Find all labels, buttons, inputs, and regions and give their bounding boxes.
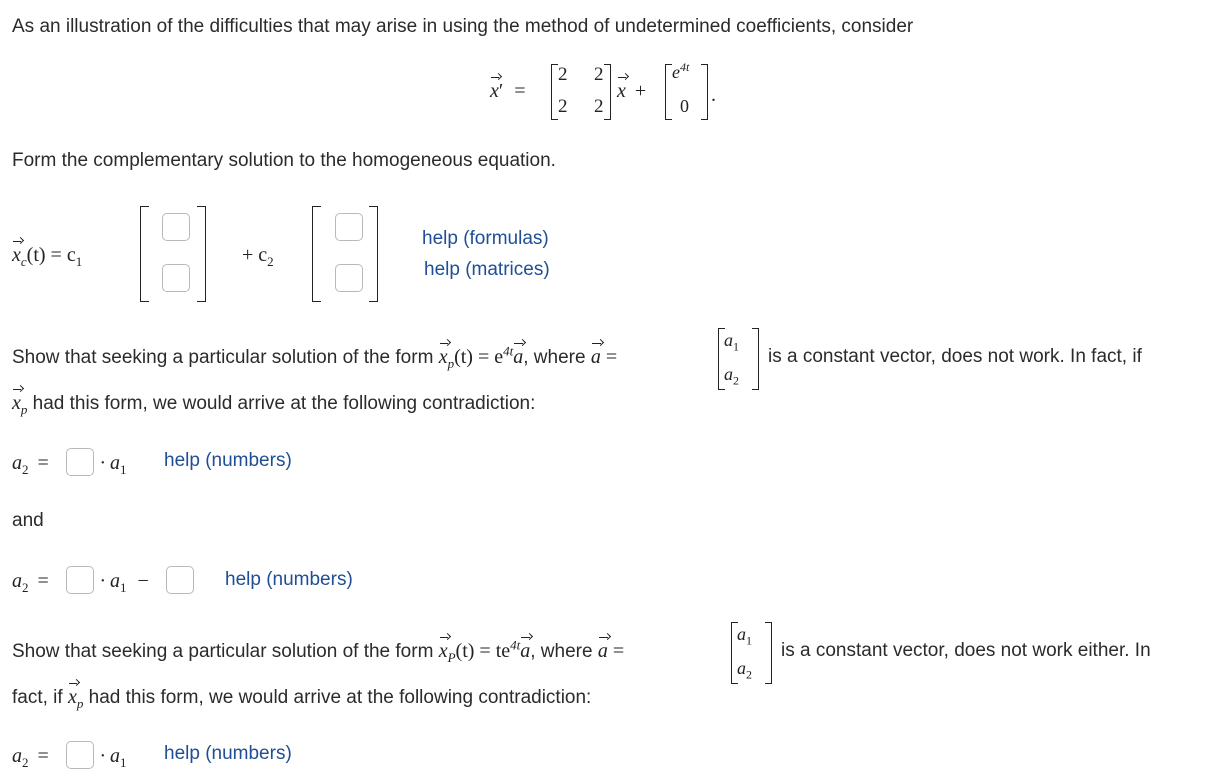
c2-vector-right-bracket (369, 206, 378, 302)
c2-vector-bottom-input[interactable] (335, 264, 363, 292)
part2-eq-coefficient-input[interactable] (66, 741, 94, 769)
forcing-right-bracket (701, 64, 708, 120)
complementary-prompt: Form the complementary solution to the homogeneous equation. (12, 150, 556, 171)
period: . (711, 84, 716, 106)
plus-c2-label: + $c_2$ (242, 244, 274, 269)
part1-line1-end: is a constant vector, does not work. In fact, if (768, 346, 1142, 367)
c1-vector-top-input[interactable] (162, 213, 190, 241)
matrix-right-bracket (604, 64, 611, 120)
part1-eq2-rhs: · $a_1$ − (100, 570, 149, 595)
part2-a-vector-right-bracket (765, 622, 772, 684)
part1-eq2-coefficient-input[interactable] (66, 566, 94, 594)
c2-vector-top-input[interactable] (335, 213, 363, 241)
part1-line2: $x_p$ had this form, we would arrive at the following contradiction: (12, 392, 536, 417)
x-vector-symbol: x (490, 80, 499, 102)
part1-eq1-lhs: $a_2$ = (12, 452, 49, 477)
xc-label: $x_c(t) = c_1$ (12, 244, 83, 269)
part2-line1: Show that seeking a particular solution of the form $x_P(t) = te^{4t}a$, where a = (12, 637, 625, 665)
part1-a-vector-right-bracket (752, 328, 759, 390)
part1-eq2-help-numbers-link[interactable]: help (numbers) (225, 569, 353, 590)
part2-a-vector-top: $a_1$ (737, 624, 752, 648)
part1-a-vector-top: $a_1$ (724, 330, 739, 354)
matrix-cell-11: 2 (558, 64, 568, 85)
part2-eq-rhs: · $a_1$ (100, 745, 127, 770)
x-vector-symbol-2: x (617, 80, 626, 102)
part2-a-vector-bottom: $a_2$ (737, 658, 752, 682)
plus-sign: + (634, 80, 647, 102)
part1-eq1-coefficient-input[interactable] (66, 448, 94, 476)
intro-text: As an illustration of the difficulties that may arise in using the method of undetermined coefficients, consider (12, 16, 914, 37)
part1-line1: Show that seeking a particular solution of the form $x_p(t) = e^{4t}a$, where a = (12, 343, 618, 371)
c2-vector-left-bracket (312, 206, 321, 302)
matrix-left-bracket (551, 64, 558, 120)
matrix-cell-22: 2 (594, 96, 604, 117)
prime-symbol: ′ (498, 80, 504, 102)
part1-eq2-lhs: $a_2$ = (12, 570, 49, 595)
forcing-top-entry: $e^{4t}$ (672, 60, 690, 82)
c1-vector-bottom-input[interactable] (162, 264, 190, 292)
part2-line1-end: is a constant vector, does not work either. In (781, 640, 1151, 661)
forcing-bottom-entry: 0 (680, 96, 689, 116)
c1-vector-left-bracket (140, 206, 149, 302)
part1-eq1-help-numbers-link[interactable]: help (numbers) (164, 450, 292, 471)
part2-eq-help-numbers-link[interactable]: help (numbers) (164, 743, 292, 764)
part1-a-vector-bottom: $a_2$ (724, 364, 739, 388)
help-matrices-link[interactable]: help (matrices) (424, 259, 550, 280)
part2-eq-lhs: $a_2$ = (12, 745, 49, 770)
c1-vector-right-bracket (197, 206, 206, 302)
equals-sign: = (514, 80, 526, 102)
matrix-cell-12: 2 (594, 64, 604, 85)
part2-line2: fact, if $x_p$ had this form, we would arrive at the following contradiction: (12, 686, 592, 711)
help-formulas-link[interactable]: help (formulas) (422, 228, 549, 249)
forcing-left-bracket (665, 64, 672, 120)
part1-eq2-constant-input[interactable] (166, 566, 194, 594)
part1-eq1-rhs: · $a_1$ (100, 452, 127, 477)
and-text: and (12, 510, 44, 531)
matrix-cell-21: 2 (558, 96, 568, 117)
